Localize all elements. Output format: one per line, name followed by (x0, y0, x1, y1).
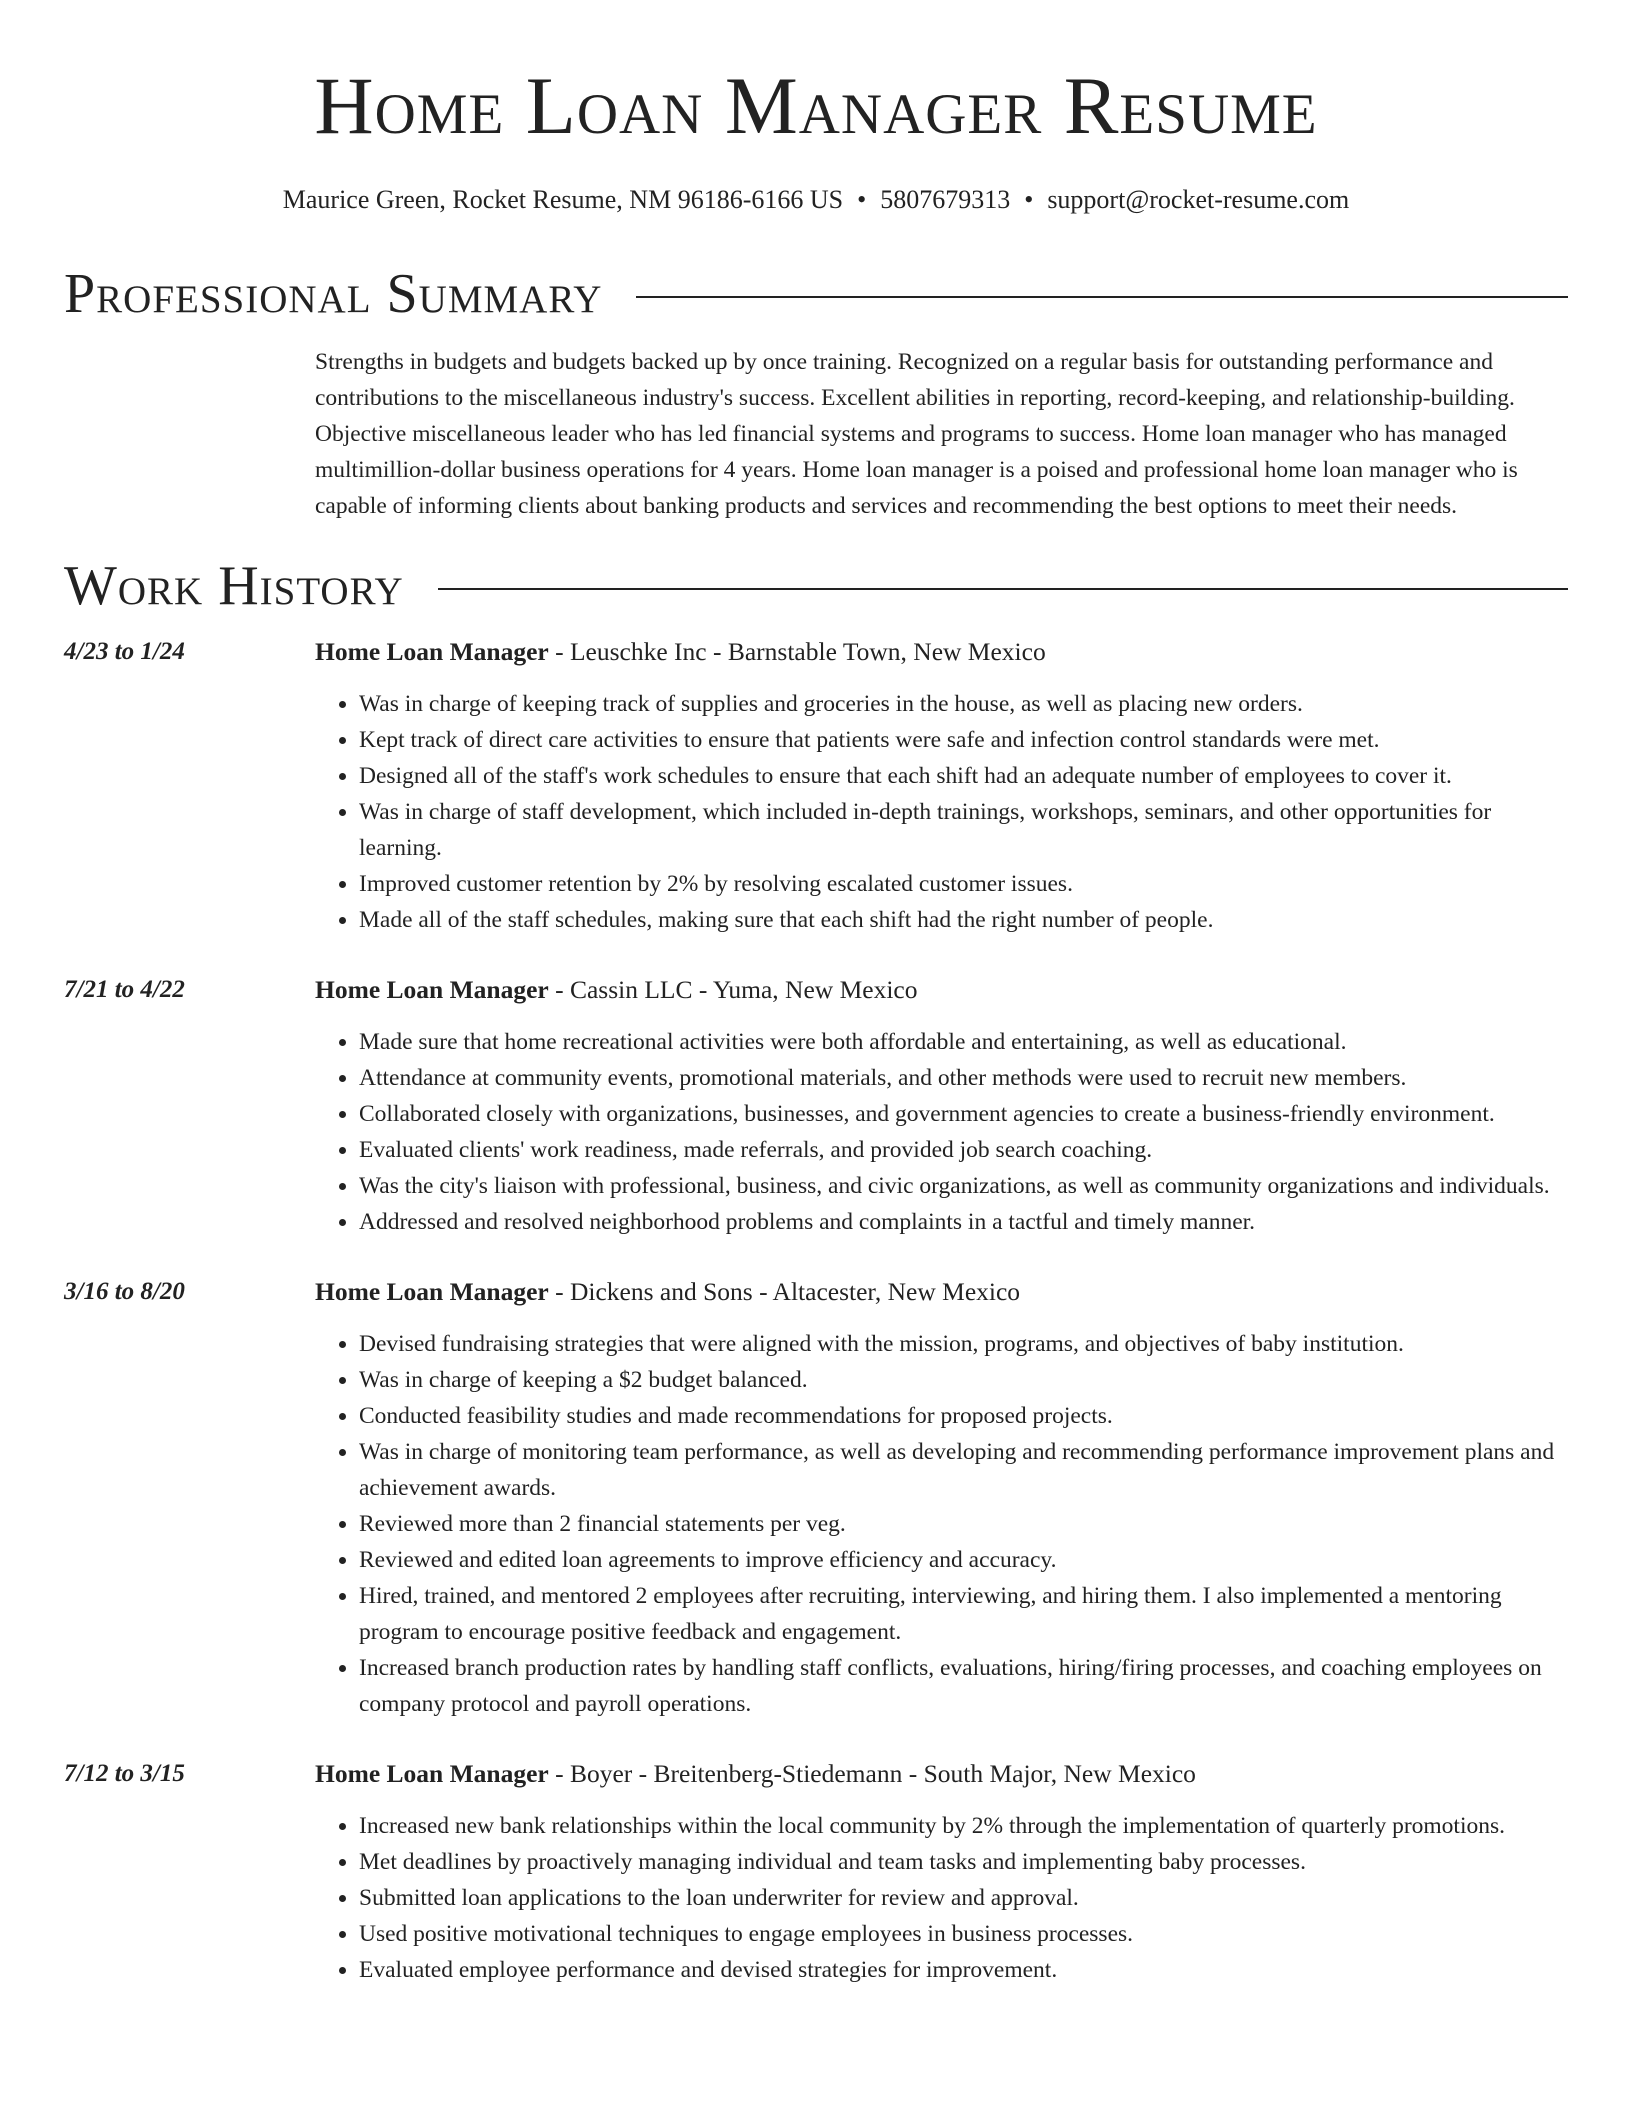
job-title: Home Loan Manager (315, 637, 549, 666)
job-entry (64, 972, 1568, 1240)
job-header (315, 1274, 1568, 1310)
job-dates: 7/21 to 4/22 (64, 976, 185, 1003)
job-bullet: • Was the city's liaison with professional, business, and civic organizations, as well as community organizations and individuals. (359, 1168, 1568, 1204)
job-body (315, 1756, 1568, 1988)
job-bullet: • Evaluated employee performance and devised strategies for improvement. (359, 1952, 1568, 1988)
job-bullet: • Attendance at community events, promotional materials, and other methods were used to recruit new members. (359, 1060, 1568, 1096)
job-bullet: • Designed all of the staff's work schedules to ensure that each shift had an adequate number of employees to cover it. (359, 758, 1568, 794)
job-bullet: • Reviewed and edited loan agreements to improve efficiency and accuracy. (359, 1542, 1568, 1578)
work-heading: Work History (64, 555, 404, 617)
job-employer-location: - Dickens and Sons - Altacester, New Mexico (548, 1277, 1021, 1306)
job-bullet: • Kept track of direct care activities to ensure that patients were safe and infection control standards were met. (359, 722, 1568, 758)
job-bullet: • Improved customer retention by 2% by resolving escalated customer issues. (359, 866, 1568, 902)
contact-separator: • (1024, 185, 1034, 214)
job-bullet: • Made all of the staff schedules, making sure that each shift had the right number of people. (359, 902, 1568, 938)
contact-line (64, 182, 1568, 218)
summary-text: Strengths in budgets and budgets backed up by once training. Recognized on a regular basis for outstanding performance and contributions to the miscellaneous industry's success. Excellent abilities in reporting, record-keeping, and relationship-building. Objective miscellaneous leader who has led financial systems and programs to success. Home loan manager who has managed multimillion-dollar business operations for 4 years. Home loan manager is a poised and professional home loan manager who is capable of informing clients about banking products and services and recommending the best options to meet their needs. (315, 349, 1518, 519)
contact-email: support@rocket-resume.com (1047, 185, 1350, 214)
job-header (315, 972, 1568, 1008)
job-dates: 7/12 to 3/15 (64, 1760, 185, 1787)
job-bullet: • Increased new bank relationships within the local community by 2% through the implementation of quarterly promotions. (359, 1808, 1568, 1844)
work-section-header (64, 554, 1568, 618)
section-divider (636, 296, 1568, 298)
job-bullet: • Submitted loan applications to the loan underwriter for review and approval. (359, 1880, 1568, 1916)
job-employer-location: - Leuschke Inc - Barnstable Town, New Mexico (548, 637, 1046, 666)
contact-separator: • (857, 185, 867, 214)
job-entry (64, 1756, 1568, 1988)
summary-section-header (64, 262, 1568, 326)
job-employer-location: - Cassin LLC - Yuma, New Mexico (548, 975, 918, 1004)
job-bullet: • Was in charge of monitoring team performance, as well as developing and recommending performance improvement plans and achievement awards. (359, 1434, 1568, 1506)
job-bullet: • Reviewed more than 2 financial statements per veg. (359, 1506, 1568, 1542)
job-title: Home Loan Manager (315, 1277, 549, 1306)
summary-heading: Professional Summary (64, 263, 603, 325)
job-bullet: • Met deadlines by proactively managing individual and team tasks and implementing baby processes. (359, 1844, 1568, 1880)
job-employer-location: - Boyer - Breitenberg-Stiedemann - South Major, New Mexico (548, 1759, 1196, 1788)
job-entry (64, 634, 1568, 938)
section-divider (438, 588, 1568, 590)
job-bullet: • Was in charge of staff development, which included in-depth trainings, workshops, seminars, and other opportunities for learning. (359, 794, 1568, 866)
job-bullet: • Made sure that home recreational activities were both affordable and entertaining, as well as educational. (359, 1024, 1568, 1060)
job-bullet-list (315, 686, 1568, 938)
job-bullet: • Was in charge of keeping a $2 budget balanced. (359, 1362, 1568, 1398)
job-bullet-list (315, 1808, 1568, 1988)
job-list (64, 634, 1568, 1988)
job-bullet: • Devised fundraising strategies that were aligned with the mission, programs, and objectives of baby institution. (359, 1326, 1568, 1362)
page-title: Home Loan Manager Resume (314, 60, 1318, 151)
job-bullet: • Increased branch production rates by handling staff conflicts, evaluations, hiring/firing processes, and coaching employees on company protocol and payroll operations. (359, 1650, 1568, 1722)
job-bullet: • Collaborated closely with organizations, businesses, and government agencies to create a business-friendly environment. (359, 1096, 1568, 1132)
contact-address: Maurice Green, Rocket Resume, NM 96186-6166 US (282, 185, 844, 214)
job-bullet: • Conducted feasibility studies and made recommendations for proposed projects. (359, 1398, 1568, 1434)
job-bullet: • Hired, trained, and mentored 2 employees after recruiting, interviewing, and hiring them. I also implemented a mentoring program to encourage positive feedback and engagement. (359, 1578, 1568, 1650)
job-title: Home Loan Manager (315, 975, 549, 1004)
contact-phone: 5807679313 (880, 185, 1011, 214)
job-bullet-list (315, 1326, 1568, 1722)
job-bullet: • Used positive motivational techniques to engage employees in business processes. (359, 1916, 1568, 1952)
job-title: Home Loan Manager (315, 1759, 549, 1788)
job-header (315, 634, 1568, 670)
job-body (315, 972, 1568, 1240)
job-bullet-list (315, 1024, 1568, 1240)
job-bullet: • Evaluated clients' work readiness, made referrals, and provided job search coaching. (359, 1132, 1568, 1168)
job-bullet: • Addressed and resolved neighborhood problems and complaints in a tactful and timely manner. (359, 1204, 1568, 1240)
job-header (315, 1756, 1568, 1792)
job-dates: 3/16 to 8/20 (64, 1278, 185, 1305)
job-bullet: • Was in charge of keeping track of supplies and groceries in the house, as well as placing new orders. (359, 686, 1568, 722)
job-entry (64, 1274, 1568, 1722)
job-body (315, 634, 1568, 938)
job-body (315, 1274, 1568, 1722)
job-dates: 4/23 to 1/24 (64, 638, 185, 665)
